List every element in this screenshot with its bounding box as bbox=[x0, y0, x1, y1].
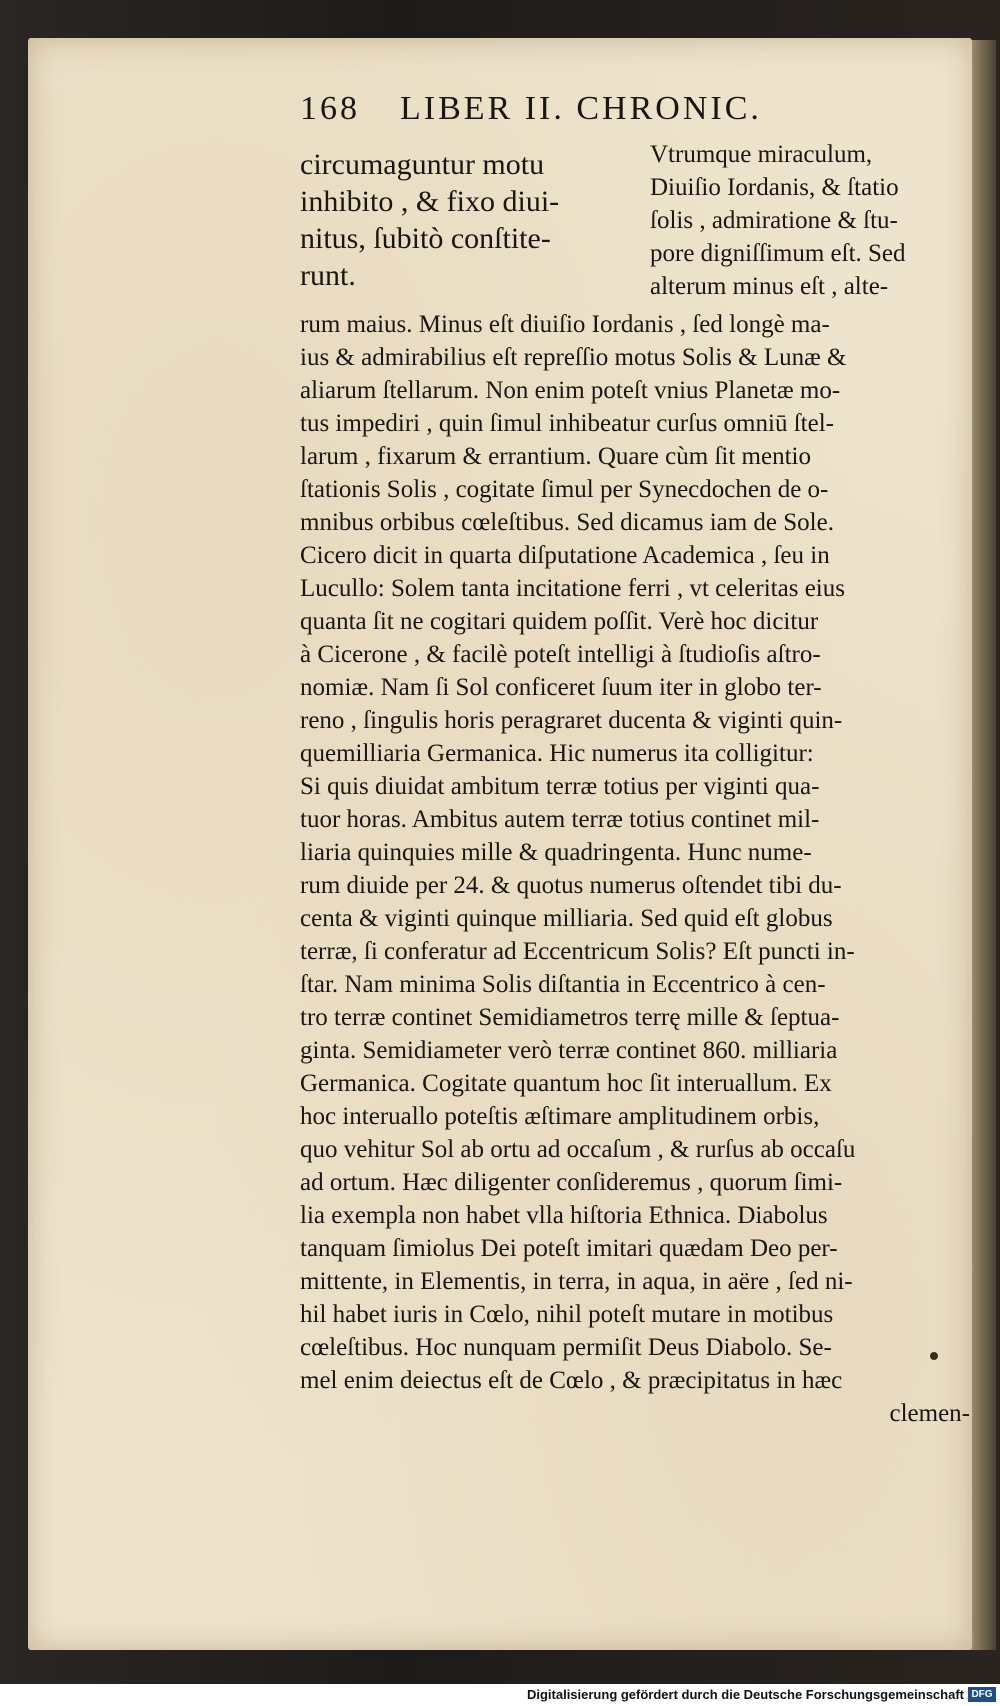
body-text bbox=[300, 308, 970, 1430]
right-line: ſolis , admiratione & ſtu- bbox=[650, 207, 898, 234]
body-line: tro terræ continet Semidiametros terrę mille & ſeptua- bbox=[300, 1004, 840, 1031]
page-number: 168 bbox=[300, 90, 360, 127]
body-line: quemilliaria Germanica. Hic numerus ita colligitur: bbox=[300, 740, 814, 767]
ink-spot bbox=[930, 1352, 938, 1360]
body-line: terræ, ſi conferatur ad Eccentricum Solis? Eſt puncti in- bbox=[300, 938, 855, 965]
catchword: clemen- bbox=[889, 1400, 970, 1427]
body-line: quo vehitur Sol ab ortu ad occaſum , & rurſus ab occaſu bbox=[300, 1136, 856, 1163]
body-line: rum diuide per 24. & quotus numerus oſtendet tibi du- bbox=[300, 872, 842, 899]
right-line: Vtrumque miraculum, bbox=[650, 141, 873, 168]
body-line: mnibus orbibus cœleſtibus. Sed dicamus iam de Sole. bbox=[300, 509, 834, 536]
body-line: Cicero dicit in quarta diſputatione Academica , ſeu in bbox=[300, 542, 830, 569]
body-line: tuor horas. Ambitus autem terræ totius continet mil- bbox=[300, 806, 820, 833]
body-line: Germanica. Cogitate quantum hoc ſit interuallum. Ex bbox=[300, 1070, 832, 1097]
right-line: alterum minus eſt , alte- bbox=[650, 273, 889, 300]
dfg-logo: DFG bbox=[968, 1687, 996, 1702]
footer-credit: Digitalisierung gefördert durch die Deutsche Forschungsgemeinschaft bbox=[526, 1687, 964, 1702]
body-line: ſtationis Solis , cogitate ſimul per Synecdochen de o- bbox=[300, 476, 829, 503]
running-header bbox=[300, 90, 820, 128]
body-line: ad ortum. Hæc diligenter conſideremus , quorum ſimi- bbox=[300, 1169, 843, 1196]
body-line: Lucullo: Solem tanta incitatione ferri , vt celeritas eius bbox=[300, 575, 845, 602]
left-line: runt. bbox=[300, 259, 356, 292]
body-line: ius & admirabilius eſt repreſſio motus Solis & Lunæ & bbox=[300, 344, 847, 371]
left-column bbox=[300, 146, 630, 294]
body-line: liaria quinquies mille & quadringenta. Hunc nume- bbox=[300, 839, 812, 866]
body-line: hil habet iuris in Cœlo, nihil poteſt mutare in motibus bbox=[300, 1301, 834, 1328]
right-line: Diuiſio Iordanis, & ſtatio bbox=[650, 174, 899, 201]
running-title: LIBER II. CHRONIC. bbox=[400, 90, 762, 127]
body-line: larum , fixarum & errantium. Quare cùm ſit mentio bbox=[300, 443, 811, 470]
body-line: tanquam ſimiolus Dei poteſt imitari quædam Deo per- bbox=[300, 1235, 838, 1262]
left-line: nitus, ſubitò conſtite- bbox=[300, 222, 551, 255]
body-line: quanta ſit ne cogitari quidem poſſit. Verè hoc dicitur bbox=[300, 608, 819, 635]
body-line: centa & viginti quinque milliaria. Sed quid eſt globus bbox=[300, 905, 833, 932]
body-line: tus impediri , quin ſimul inhibeatur curſus omniū ſtel- bbox=[300, 410, 834, 437]
body-line: mel enim deiectus eſt de Cœlo , & præcipitatus in hæc bbox=[300, 1367, 843, 1394]
body-line: aliarum ſtellarum. Non enim poteſt vnius Planetæ mo- bbox=[300, 377, 841, 404]
right-column bbox=[650, 138, 970, 303]
body-line: hoc interuallo poteſtis æſtimare amplitudinem orbis, bbox=[300, 1103, 820, 1130]
left-line: inhibito , & fixo diui- bbox=[300, 185, 560, 218]
body-line: mittente, in Elementis, in terra, in aqua, in aëre , ſed ni- bbox=[300, 1268, 853, 1295]
body-line: lia exempla non habet vlla hiſtoria Ethnica. Diabolus bbox=[300, 1202, 828, 1229]
body-line: ſtar. Nam minima Solis diſtantia in Eccentrico à cen- bbox=[300, 971, 826, 998]
right-line: pore digniſſimum eſt. Sed bbox=[650, 240, 906, 267]
body-line: reno , ſingulis horis peragraret ducenta & viginti quin- bbox=[300, 707, 843, 734]
body-line: cœleſtibus. Hoc nunquam permiſit Deus Diabolo. Se- bbox=[300, 1334, 832, 1361]
body-line: Si quis diuidat ambitum terræ totius per viginti qua- bbox=[300, 773, 820, 800]
body-line: ginta. Semidiameter verò terræ continet 860. milliaria bbox=[300, 1037, 838, 1064]
left-line: circumaguntur motu bbox=[300, 148, 545, 181]
body-line: rum maius. Minus eſt diuiſio Iordanis , ſed longè ma- bbox=[300, 311, 830, 338]
body-line: à Cicerone , & facilè poteſt intelligi à ſtudioſis aſtro- bbox=[300, 641, 821, 668]
digitization-footer bbox=[0, 1684, 1000, 1706]
body-line: nomiæ. Nam ſi Sol conficeret ſuum iter in globo ter- bbox=[300, 674, 822, 701]
